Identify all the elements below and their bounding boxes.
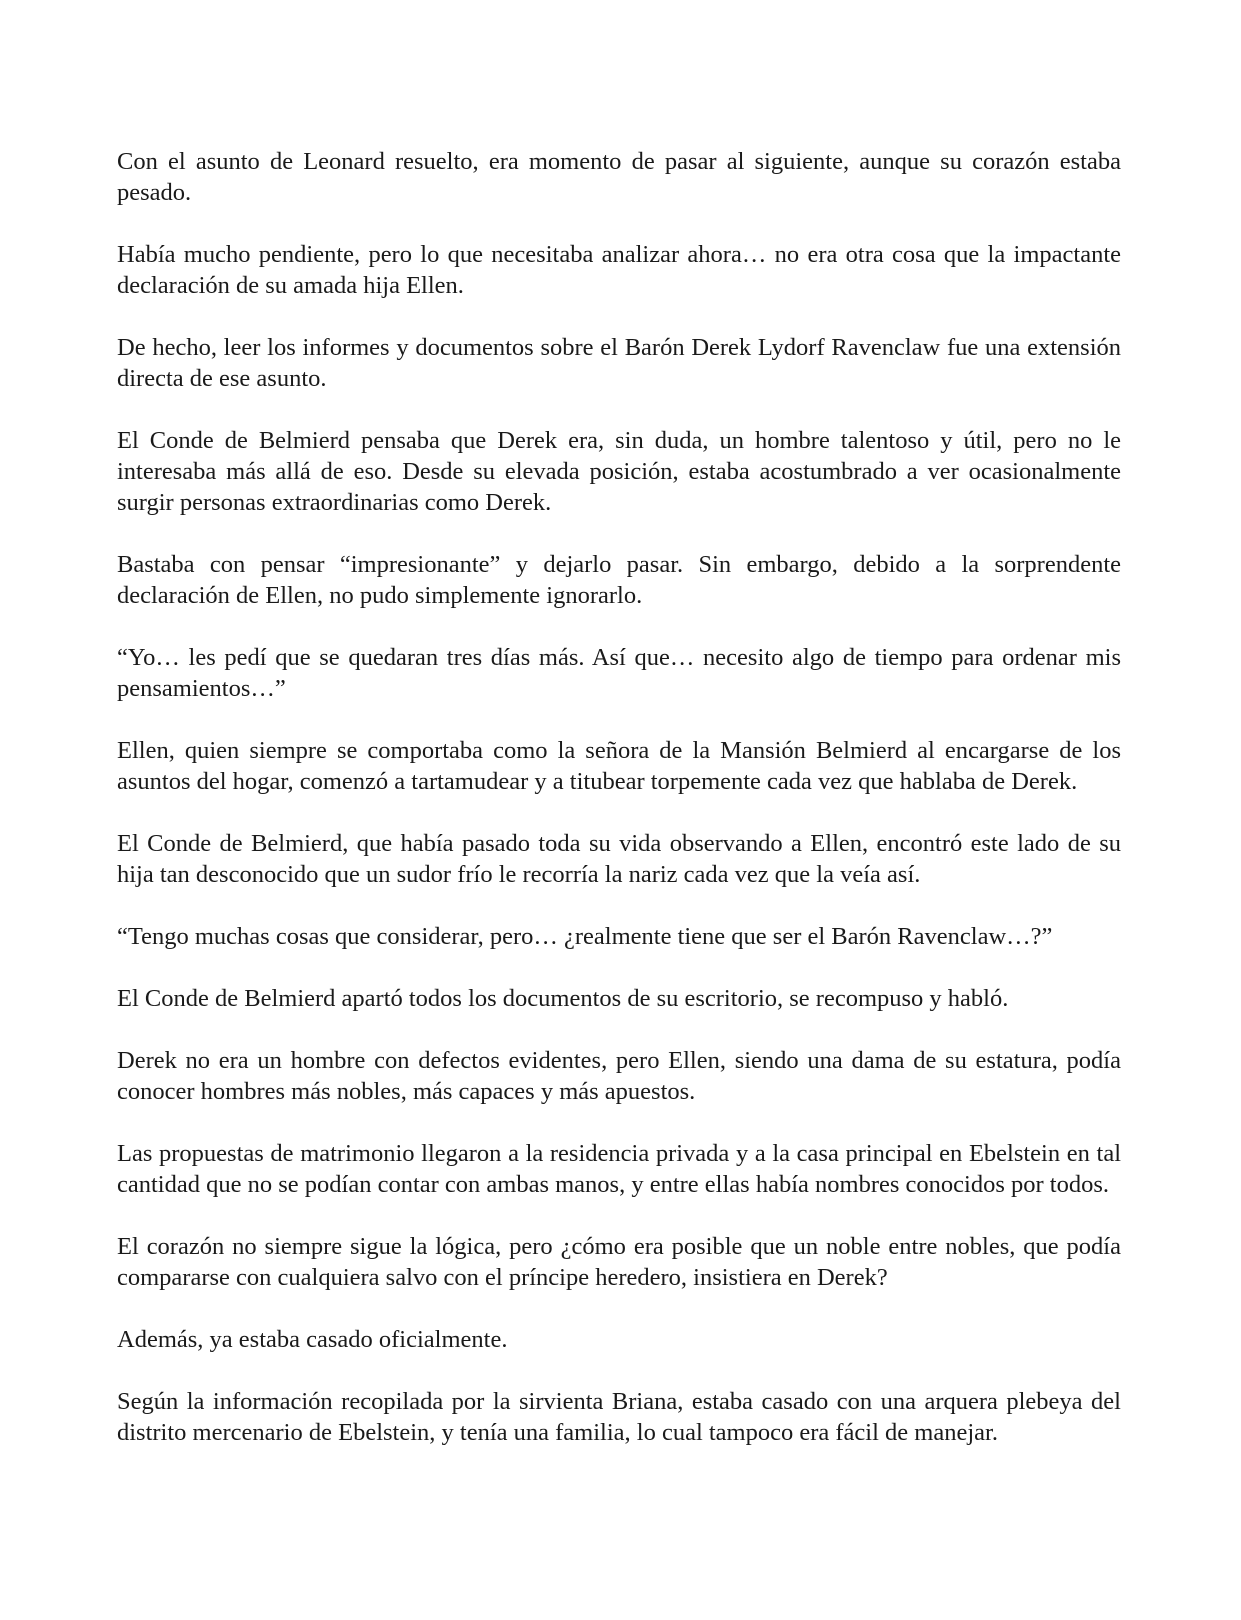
paragraph: Además, ya estaba casado oficialmente. (117, 1326, 508, 1353)
paragraph: Con el asunto de Leonard resuelto, era momento de pasar al siguiente, aunque su corazón estaba pesado. (117, 148, 1121, 206)
paragraph: Bastaba con pensar “impresionante” y dejarlo pasar. Sin embargo, debido a la sorprendente declaración de Ellen, no pudo simplemente ignorarlo. (117, 551, 1121, 609)
document-body (117, 146, 1121, 1448)
paragraph: “Yo… les pedí que se quedaran tres días más. Así que… necesito algo de tiempo para ordenar mis pensamientos…” (117, 644, 1121, 702)
paragraph: De hecho, leer los informes y documentos sobre el Barón Derek Lydorf Ravenclaw fue una extensión directa de ese asunto. (117, 334, 1121, 392)
paragraph: “Tengo muchas cosas que considerar, pero… ¿realmente tiene que ser el Barón Ravenclaw…?” (117, 923, 1053, 950)
paragraph: El Conde de Belmierd pensaba que Derek era, sin duda, un hombre talentoso y útil, pero no le interesaba más allá de eso. Desde su elevada posición, estaba acostumbrado a ver ocasionalmente surgir personas extraordinarias como Derek. (117, 427, 1121, 516)
paragraph: Derek no era un hombre con defectos evidentes, pero Ellen, siendo una dama de su estatura, podía conocer hombres más nobles, más capaces y más apuestos. (117, 1047, 1121, 1105)
paragraph: Ellen, quien siempre se comportaba como la señora de la Mansión Belmierd al encargarse de los asuntos del hogar, comenzó a tartamudear y a titubear torpemente cada vez que hablaba de Derek. (117, 737, 1121, 795)
paragraph: Según la información recopilada por la sirvienta Briana, estaba casado con una arquera plebeya del distrito mercenario de Ebelstein, y tenía una familia, lo cual tampoco era fácil de manejar. (117, 1388, 1121, 1446)
paragraph: Había mucho pendiente, pero lo que necesitaba analizar ahora… no era otra cosa que la impactante declaración de su amada hija Ellen. (117, 241, 1121, 299)
paragraph: El Conde de Belmierd, que había pasado toda su vida observando a Ellen, encontró este lado de su hija tan desconocido que un sudor frío le recorría la nariz cada vez que la veía así. (117, 830, 1121, 888)
paragraph: El Conde de Belmierd apartó todos los documentos de su escritorio, se recompuso y habló. (117, 985, 1009, 1012)
paragraph: El corazón no siempre sigue la lógica, pero ¿cómo era posible que un noble entre nobles, que podía compararse con cualquiera salvo con el príncipe heredero, insistiera en Derek? (117, 1233, 1121, 1291)
paragraph: Las propuestas de matrimonio llegaron a la residencia privada y a la casa principal en Ebelstein en tal cantidad que no se podían contar con ambas manos, y entre ellas había nombres conocidos por todos. (117, 1140, 1121, 1198)
